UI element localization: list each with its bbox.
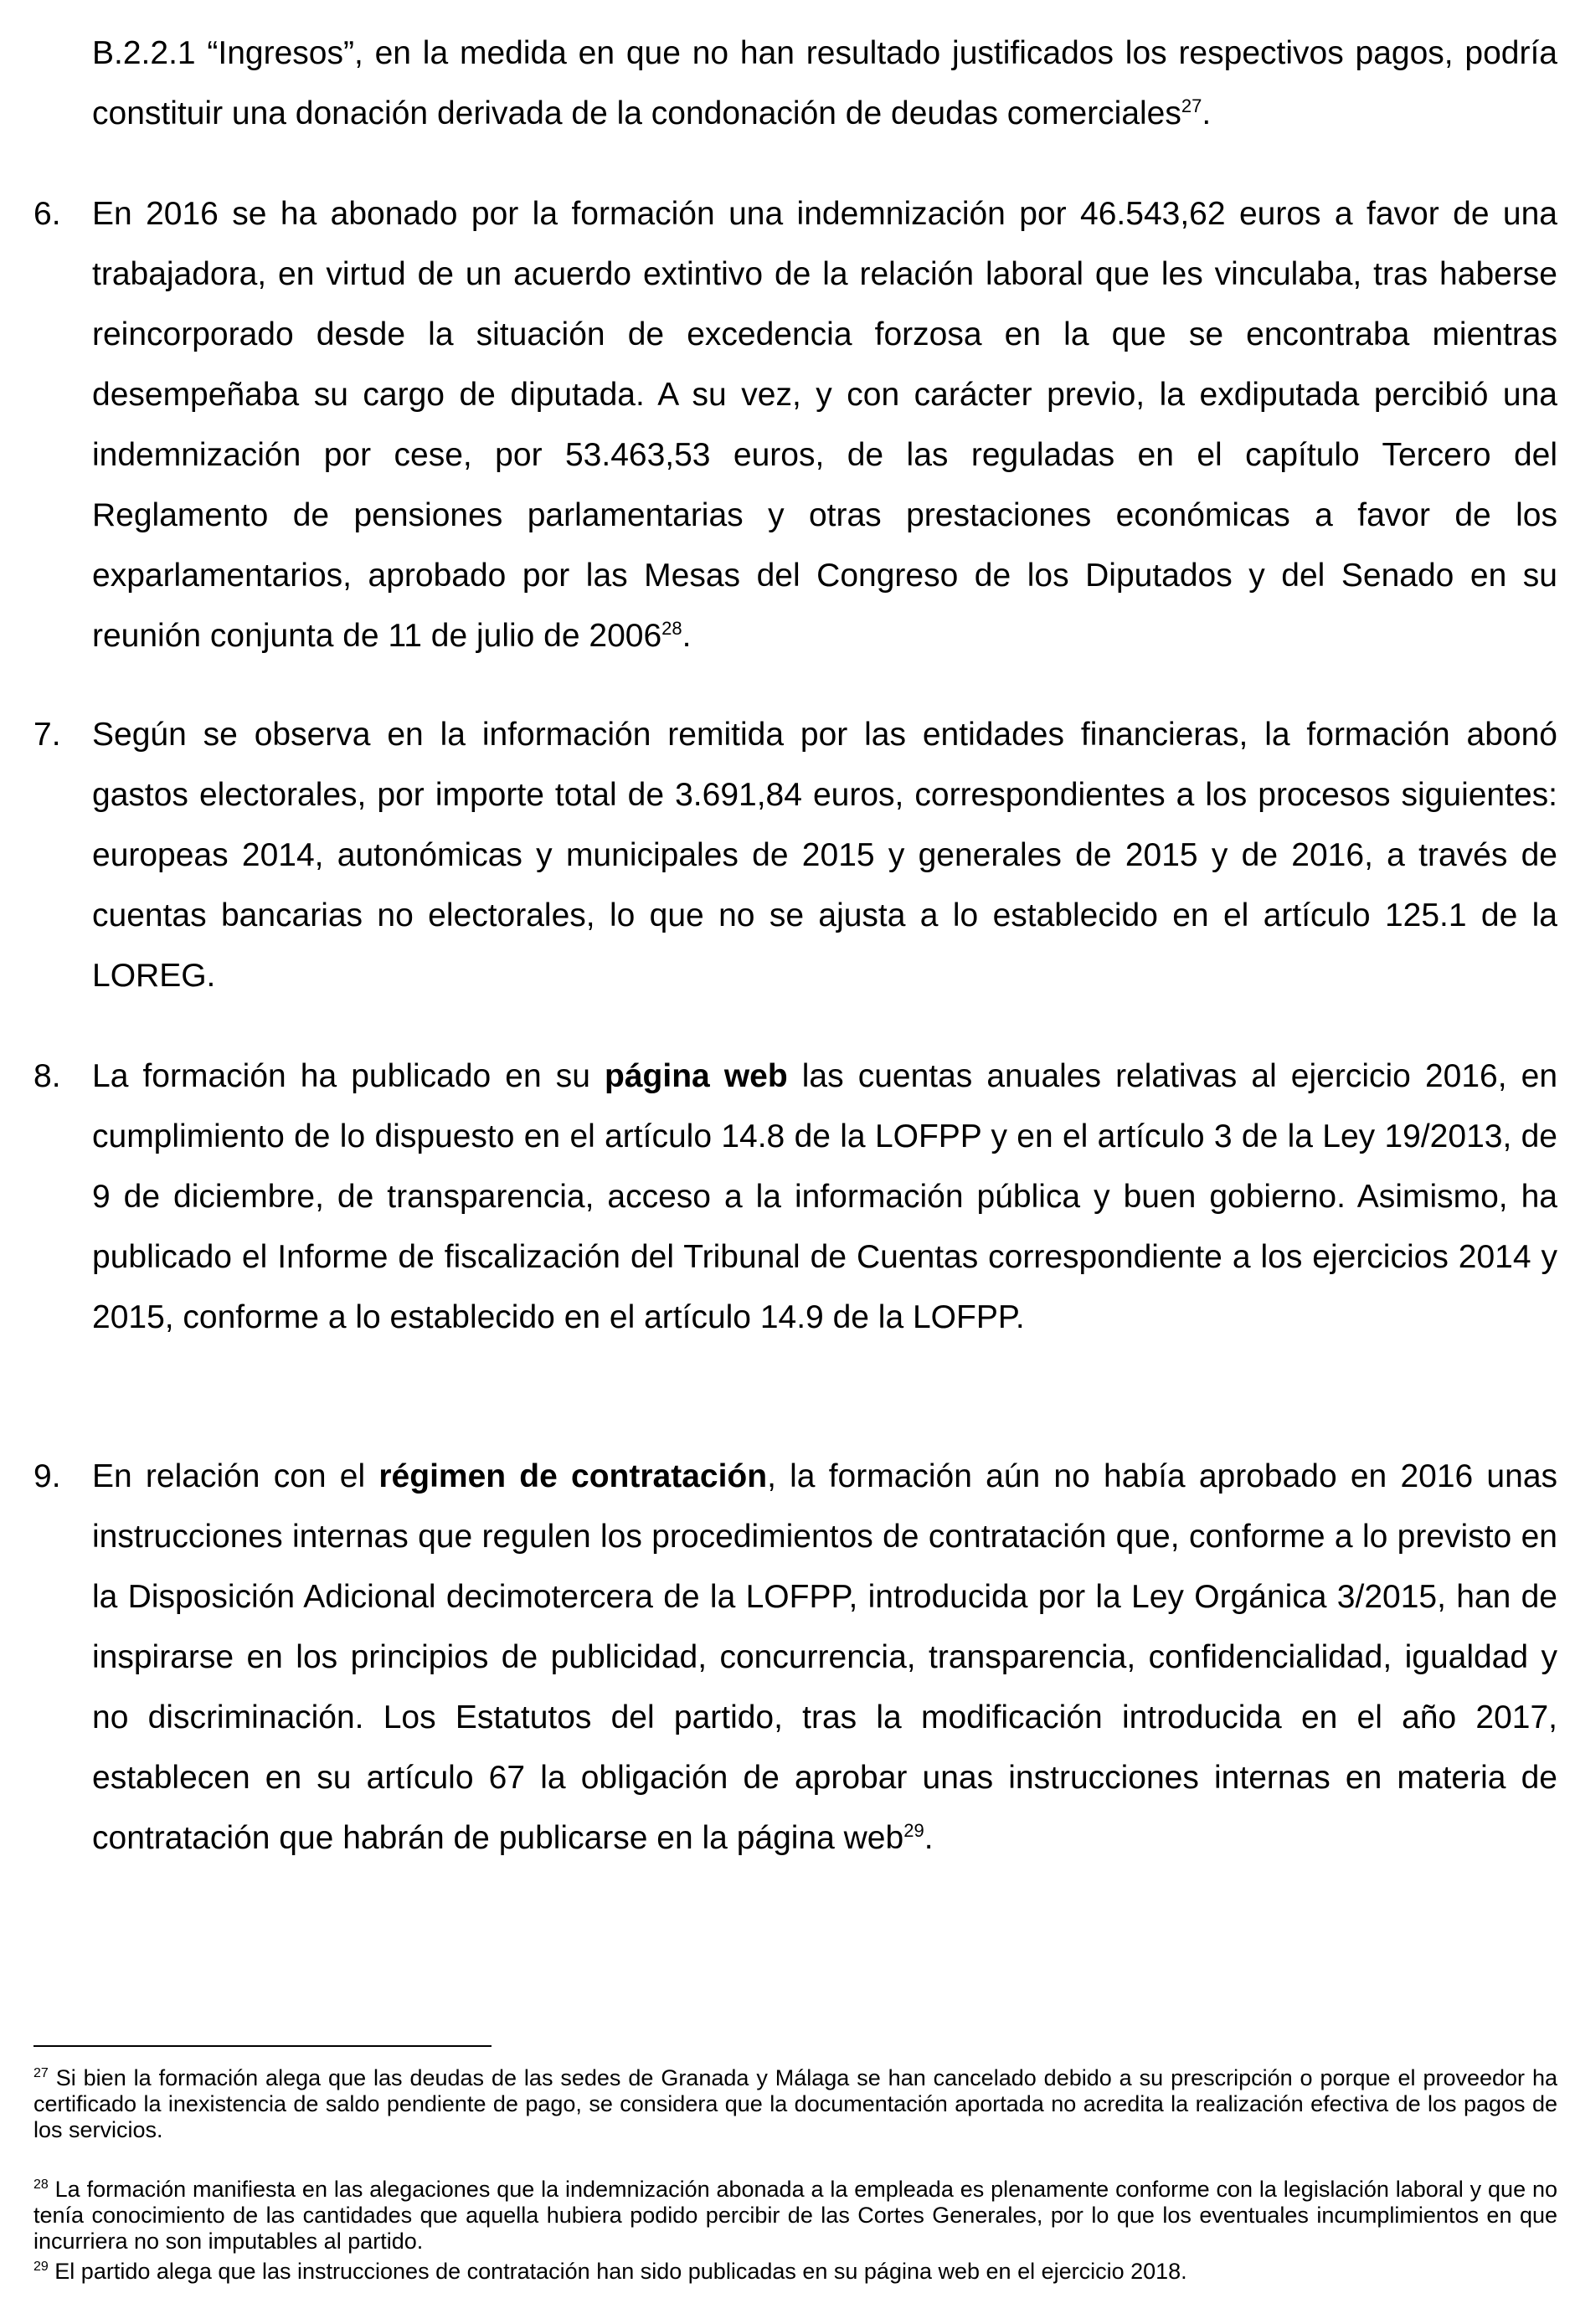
item-number: 6. bbox=[33, 196, 61, 232]
item-body: En relación con el régimen de contratación, la formación aún no había aprobado en 2016 unas instrucciones internas que regulen los procedimientos de contratación que, conforme a lo previsto en la Disposición Adicional decimotercera de la LOFPP, introducida por la Ley Orgánica 3/2015, han de inspirarse en los principios de publicidad, concurrencia, transparencia, confidencialidad, igualdad y no discriminación. Los Estatutos del partido, tras la modificación introducida en el año 2017, establecen en su artículo 67 la obligación de aprobar unas instrucciones internas en materia de contratación que habrán de publicarse en la página web$^{29}$. bbox=[92, 1458, 1558, 1856]
intro-paragraph: B.2.2.1 “Ingresos”, en la medida en que no han resultado justificados los respectivos pagos, podría constituir una donación derivada de la condonación de deudas comerciales$^{27}$. bbox=[92, 35, 1557, 131]
list-item-7 bbox=[33, 705, 1557, 1006]
footnote-ref-29[interactable]: 29 bbox=[903, 1820, 924, 1841]
emphasis-contracting-regime: régimen de contratación bbox=[378, 1458, 768, 1494]
footnote-divider bbox=[33, 2045, 492, 2047]
footnote-ref-28[interactable]: 28 bbox=[661, 618, 682, 639]
item-body: Según se observa en la información remitida por las entidades financieras, la formación abonó gastos electorales, por importe total de 3.691,84 euros, correspondientes a los procesos siguientes: europeas 2014, autonómicas y municipales de 2015 y generales de 2015 y de 2016, a través de cuentas bancarias no electorales, lo que no se ajusta a lo establecido en el artículo 125.1 de la LOREG. bbox=[92, 717, 1557, 994]
item-body: En 2016 se ha abonado por la formación una indemnización por 46.543,62 euros a favor de una trabajadora, en virtud de un acuerdo extintivo de la relación laboral que les vinculaba, tras haberse reincorporado desde la situación de excedencia forzosa en la que se encontraba mientras desempeñaba su cargo de diputada. A su vez, y con carácter previo, la exdiputada percibió una indemnización por cese, por 53.463,53 euros, de las reguladas en el capítulo Tercero del Reglamento de pensiones parlamentarias y otras prestaciones económicas a favor de los exparlamentarios, aprobado por las Mesas del Congreso de los Diputados y del Senado en su reunión conjunta de 11 de julio de 2006$^{28}$. bbox=[92, 196, 1557, 654]
item-number: 9. bbox=[33, 1458, 61, 1494]
footnote-ref-27[interactable]: 27 bbox=[1181, 95, 1202, 116]
intro-text: B.2.2.1 “Ingresos”, en la medida en que no han resultado justificados los respectivos pagos, podría constituir una donación derivada de la condonación de deudas comerciales bbox=[92, 35, 1557, 131]
item-number: 8. bbox=[33, 1058, 61, 1094]
footnote-29: $^{29}$ El partido alega que las instrucciones de contratación han sido publicadas en su página web en el ejercicio 2018. bbox=[33, 2259, 1187, 2284]
emphasis-web-page: página web bbox=[605, 1058, 788, 1094]
footnote-number: 28 bbox=[33, 2177, 49, 2192]
item-body: La formación ha publicado en su página web las cuentas anuales relativas al ejercicio 2016, en cumplimiento de lo dispuesto en el artículo 14.8 de la LOFPP y en el artículo 3 de la Ley 19/2013, de 9 de diciembre, de transparencia, acceso a la información pública y buen gobierno. Asimismo, ha publicado el Informe de fiscalización del Tribunal de Cuentas correspondiente a los ejercicios 2014 y 2015, conforme a lo establecido en el artículo 14.9 de la LOFPP. bbox=[92, 1058, 1558, 1335]
footnote-number: 29 bbox=[33, 2260, 49, 2274]
list-item-9 bbox=[33, 1447, 1557, 1869]
item-number: 7. bbox=[33, 717, 61, 753]
footnote-28: $^{28}$ La formación manifiesta en las alegaciones que la indemnización abonada a la empleada es plenamente conforme con la legislación laboral y que no tenía conocimiento de las cantidades que aquella hubiera podido percibir de las Cortes Generales, por lo que los eventuales incumplimientos en que incurriera no son imputables al partido. bbox=[33, 2177, 1557, 2254]
list-item-8 bbox=[33, 1046, 1557, 1348]
list-item-6 bbox=[33, 184, 1557, 666]
footnote-27: $^{27}$ Si bien la formación alega que las deudas de las sedes de Granada y Málaga se han cancelado debido a su prescripción o porque el proveedor ha certificado la inexistencia de saldo pendiente de pago, se considera que la documentación aportada no acredita la realización efectiva de los pagos de los servicios. bbox=[33, 2065, 1557, 2142]
footnote-number: 27 bbox=[33, 2066, 49, 2080]
